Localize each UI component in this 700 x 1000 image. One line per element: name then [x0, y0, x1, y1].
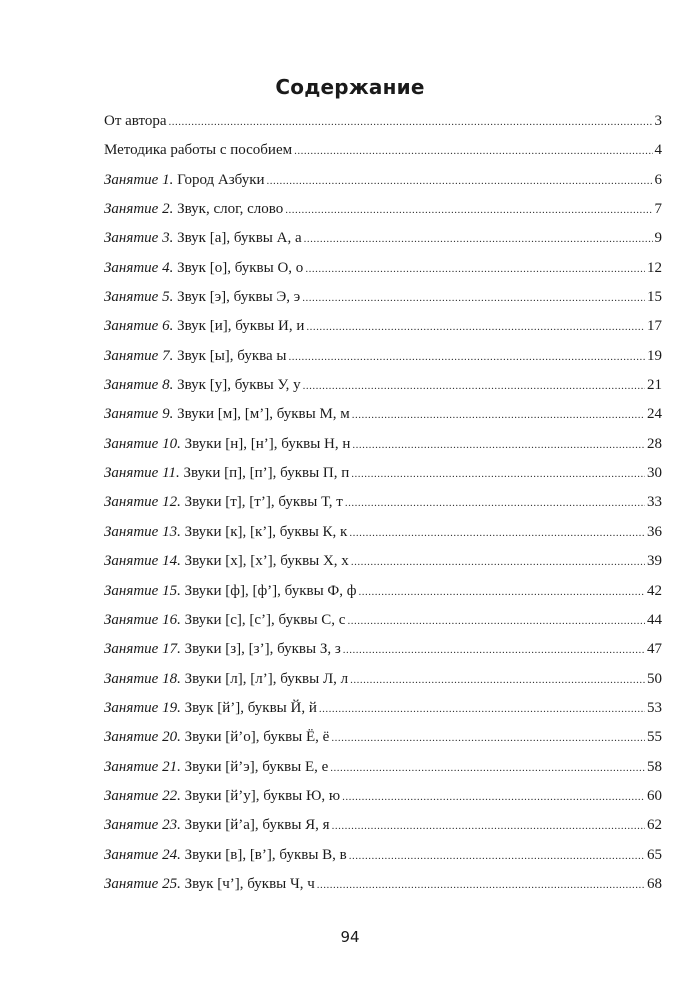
toc-entry — [104, 283, 662, 312]
entry-page-number: 53 — [647, 699, 662, 716]
entry-title-text: Звуки [й’э], буквы Е, е — [180, 758, 329, 775]
entry-title-text: Звук [ы], буква ы — [173, 347, 287, 364]
toc-entry-title — [104, 166, 265, 195]
toc-entry-title — [104, 841, 347, 870]
toc-entry-title — [104, 811, 330, 840]
entry-title-text: Звуки [к], [к’], буквы К, к — [180, 523, 348, 540]
dot-leader — [285, 196, 652, 225]
lesson-label: Занятие 9. — [104, 406, 174, 423]
entry-page-number: 19 — [647, 347, 662, 364]
lesson-label: Занятие 22. — [104, 787, 181, 804]
toc-entry-title — [104, 283, 300, 312]
dot-leader — [303, 372, 645, 401]
entry-page-number: 15 — [647, 289, 662, 306]
lesson-label: Занятие 3. — [104, 230, 174, 247]
entry-title-text: Звуки [т], [т’], буквы Т, т — [180, 494, 343, 511]
entry-title-text: Звуки [п], [п’], буквы П, п — [179, 465, 350, 482]
toc-entry-title — [104, 254, 303, 283]
dot-leader — [342, 783, 645, 812]
toc-entry-title — [104, 577, 357, 606]
toc-entry — [104, 811, 662, 840]
dot-leader — [349, 519, 645, 548]
entry-page-number: 42 — [647, 582, 662, 599]
dot-leader — [331, 724, 645, 753]
lesson-label: Занятие 21. — [104, 758, 181, 775]
entry-page-number: 3 — [654, 113, 662, 129]
toc-entry-title — [104, 430, 350, 459]
lesson-label: Занятие 19. — [104, 699, 181, 716]
toc-entry-title — [104, 136, 292, 165]
entry-page-number: 17 — [647, 318, 662, 335]
toc-entry-title — [104, 870, 315, 899]
dot-leader — [350, 666, 645, 695]
lesson-label: Занятие 8. — [104, 377, 174, 394]
page-number: 94 — [340, 928, 360, 946]
dot-leader — [319, 695, 645, 724]
toc-entry-title — [104, 224, 302, 253]
entry-page-number: 68 — [647, 875, 662, 892]
entry-title-text: Звук [э], буквы Э, э — [173, 289, 301, 306]
toc-entry — [104, 166, 662, 195]
lesson-label: Занятие 11. — [104, 465, 180, 482]
dot-leader — [306, 313, 645, 342]
toc-entry — [104, 371, 662, 400]
dot-leader — [349, 842, 645, 871]
toc-entry-title — [104, 635, 341, 664]
toc-entry-title — [104, 107, 167, 136]
toc-entry-title — [104, 371, 301, 400]
entry-page-number: 24 — [647, 406, 662, 423]
entry-page-number: 58 — [647, 758, 662, 775]
dot-leader — [330, 754, 645, 783]
entry-title-text: Звук [у], буквы У, у — [173, 377, 301, 394]
toc-entry — [104, 107, 662, 136]
entry-page-number: 55 — [647, 729, 662, 746]
toc-entry-title — [104, 606, 345, 635]
entry-title-text: Звуки [с], [с’], буквы С, с — [180, 611, 346, 628]
toc-entry-title — [104, 312, 304, 341]
dot-leader — [351, 460, 645, 489]
page-title: Содержание — [275, 75, 425, 100]
dot-leader — [359, 578, 646, 607]
lesson-label: Занятие 18. — [104, 670, 181, 687]
entry-page-number: 9 — [654, 230, 662, 247]
toc-entry-title — [104, 547, 349, 576]
lesson-label: Занятие 6. — [104, 318, 174, 335]
dot-leader — [294, 137, 652, 166]
entry-page-number: 44 — [647, 611, 662, 628]
toc-entry — [104, 136, 662, 165]
lesson-label: Занятие 12. — [104, 494, 181, 511]
toc-entry — [104, 195, 662, 224]
dot-leader — [332, 812, 645, 841]
entry-page-number: 47 — [647, 641, 662, 658]
entry-title-text: Звук [и], буквы И, и — [173, 318, 305, 335]
toc-entry — [104, 694, 662, 723]
toc-entry-title — [104, 782, 340, 811]
dot-leader — [317, 871, 645, 900]
entry-title-text: Звук [о], буквы О, о — [173, 259, 304, 276]
lesson-label: Занятие 7. — [104, 347, 174, 364]
dot-leader — [302, 284, 645, 313]
toc-entry — [104, 723, 662, 752]
toc-entry — [104, 870, 662, 899]
lesson-label: Занятие 14. — [104, 553, 181, 570]
toc-entry — [104, 577, 662, 606]
toc-entry — [104, 782, 662, 811]
entry-title-text: Звук [ч’], буквы Ч, ч — [180, 875, 315, 892]
toc-entry-title — [104, 342, 287, 371]
entry-page-number: 30 — [647, 465, 662, 482]
lesson-label: Занятие 10. — [104, 435, 181, 452]
entry-title-text: Звуки [й’а], буквы Я, я — [180, 817, 330, 834]
toc-entry-title — [104, 753, 328, 782]
dot-leader — [343, 636, 645, 665]
entry-title-text: Звуки [й’у], буквы Ю, ю — [180, 787, 341, 804]
toc-entry — [104, 459, 662, 488]
entry-title-text: Город Азбуки — [173, 171, 265, 188]
toc-entry-title — [104, 400, 350, 429]
entry-page-number: 50 — [647, 670, 662, 687]
entry-title-text: Звуки [в], [в’], буквы В, в — [180, 846, 347, 863]
entry-page-number: 39 — [647, 553, 662, 570]
entry-page-number: 60 — [647, 787, 662, 804]
dot-leader — [351, 548, 645, 577]
table-of-contents — [104, 107, 662, 899]
dot-leader — [345, 489, 645, 518]
lesson-label: Занятие 13. — [104, 523, 181, 540]
toc-entry — [104, 430, 662, 459]
toc-entry — [104, 606, 662, 635]
entry-page-number: 36 — [647, 523, 662, 540]
toc-entry-title — [104, 518, 347, 547]
lesson-label: Занятие 17. — [104, 641, 181, 658]
dot-leader — [289, 343, 645, 372]
toc-entry-title — [104, 488, 343, 517]
dot-leader — [267, 167, 653, 196]
entry-page-number: 12 — [647, 259, 662, 276]
lesson-label: Занятие 1. — [104, 171, 174, 188]
toc-entry — [104, 841, 662, 870]
entry-title-text: Методика работы с пособием — [104, 142, 293, 159]
lesson-label: Занятие 5. — [104, 289, 174, 306]
toc-entry-title — [104, 459, 349, 488]
dot-leader — [347, 607, 645, 636]
entry-page-number: 28 — [647, 435, 662, 452]
toc-entry — [104, 312, 662, 341]
lesson-label: Занятие 16. — [104, 611, 181, 628]
dot-leader — [169, 108, 653, 137]
entry-title-text: Звук [а], буквы А, а — [173, 230, 302, 247]
lesson-label: Занятие 24. — [104, 846, 181, 863]
lesson-label: Занятие 20. — [104, 729, 181, 746]
toc-entry — [104, 665, 662, 694]
entry-title-text: Звуки [м], [м’], буквы М, м — [173, 406, 350, 423]
toc-entry — [104, 400, 662, 429]
toc-entry-title — [104, 694, 317, 723]
entry-title-text: Звуки [ф], [ф’], буквы Ф, ф — [180, 582, 357, 599]
entry-page-number: 21 — [647, 377, 662, 394]
toc-entry — [104, 753, 662, 782]
entry-title-text: Звуки [х], [х’], буквы Х, х — [180, 553, 349, 570]
toc-entry-title — [104, 723, 329, 752]
entry-page-number: 62 — [647, 817, 662, 834]
dot-leader — [304, 225, 653, 254]
dot-leader — [305, 255, 645, 284]
entry-title-text: Звук, слог, слово — [173, 201, 284, 218]
lesson-label: Занятие 4. — [104, 259, 174, 276]
entry-page-number: 65 — [647, 846, 662, 863]
dot-leader — [352, 431, 645, 460]
toc-entry — [104, 518, 662, 547]
toc-entry — [104, 254, 662, 283]
entry-title-text: Звуки [л], [л’], буквы Л, л — [180, 670, 349, 687]
entry-page-number: 33 — [647, 494, 662, 511]
entry-title-text: Звуки [н], [н’], буквы Н, н — [180, 435, 351, 452]
entry-title-text: Звуки [й’о], буквы Ё, ё — [180, 729, 330, 746]
entry-title-text: От автора — [104, 113, 167, 129]
toc-entry-title — [104, 195, 283, 224]
entry-title-text: Звуки [з], [з’], буквы З, з — [180, 641, 341, 658]
toc-entry — [104, 635, 662, 664]
lesson-label: Занятие 15. — [104, 582, 181, 599]
lesson-label: Занятие 23. — [104, 817, 181, 834]
toc-entry-title — [104, 665, 348, 694]
entry-page-number: 6 — [654, 171, 662, 188]
toc-entry — [104, 488, 662, 517]
toc-entry — [104, 224, 662, 253]
dot-leader — [352, 401, 645, 430]
entry-title-text: Звук [й’], буквы Й, й — [180, 699, 317, 716]
lesson-label: Занятие 25. — [104, 875, 181, 892]
toc-entry — [104, 547, 662, 576]
entry-page-number: 4 — [654, 142, 662, 159]
entry-page-number: 7 — [654, 201, 662, 218]
lesson-label: Занятие 2. — [104, 201, 174, 218]
toc-entry — [104, 342, 662, 371]
